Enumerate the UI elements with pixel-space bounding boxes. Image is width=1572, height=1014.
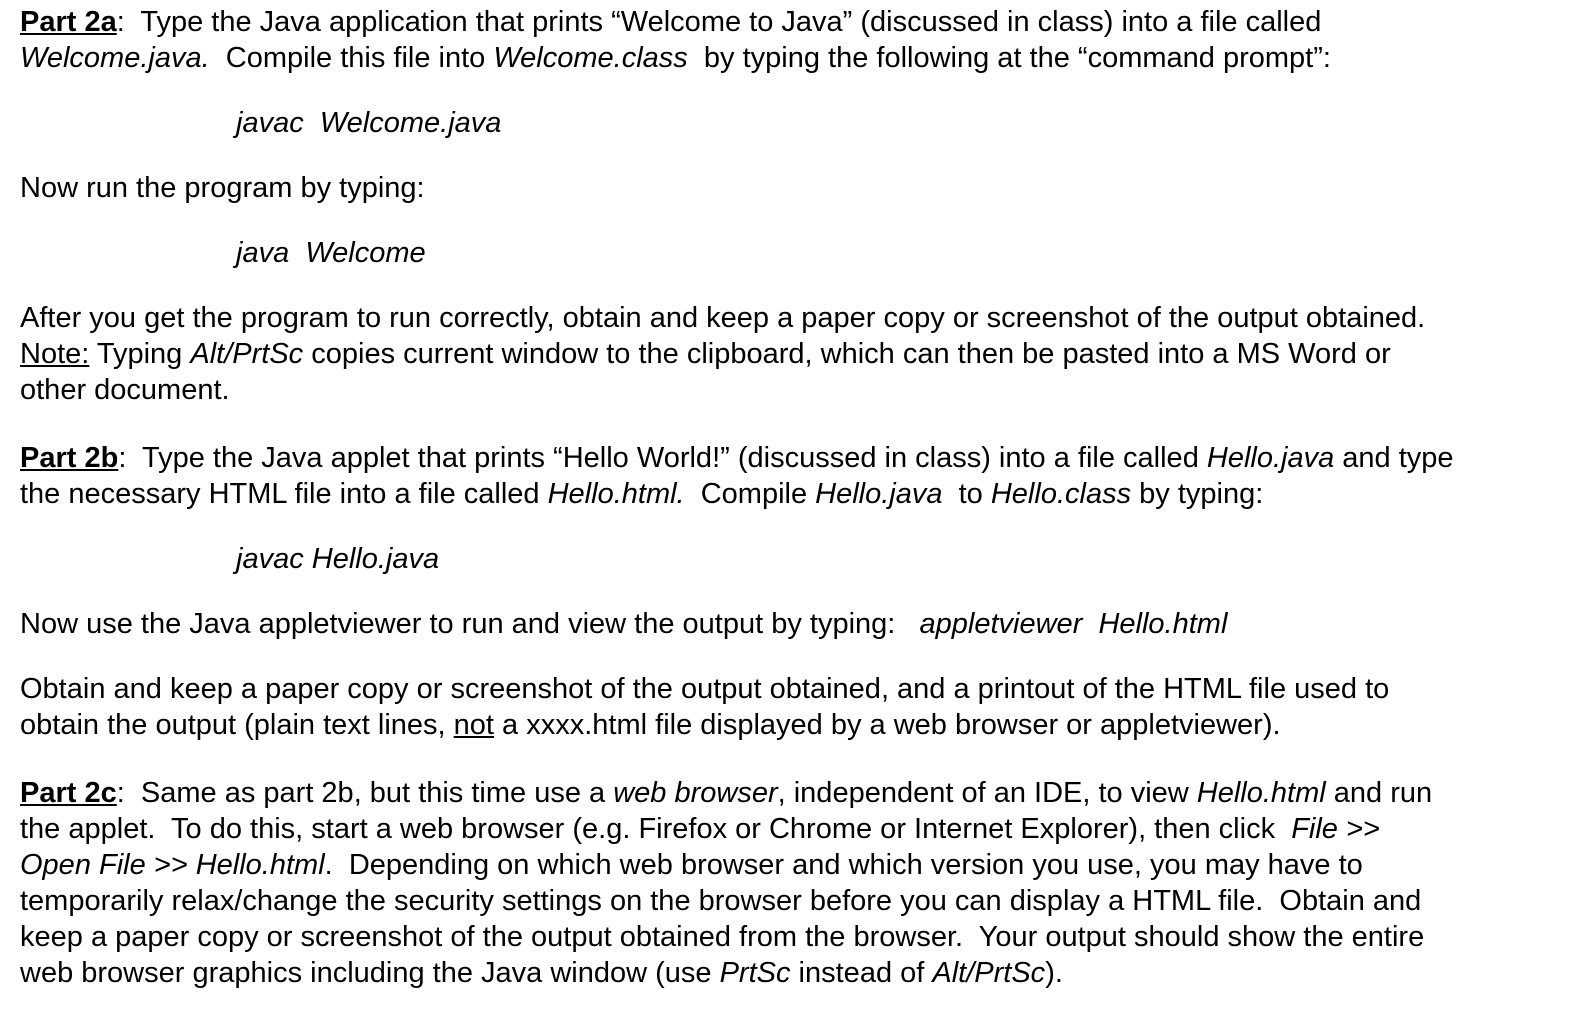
part-2b-line-2: the necessary HTML file into a file called Hello.html. Compile Hello.java to Hello.class by typing:: [20, 478, 1264, 510]
alt-prtsc-key-2: Alt/PrtSc: [932, 957, 1046, 989]
note-label: Note:: [20, 338, 90, 370]
command-appletviewer: appletviewer Hello.html: [919, 608, 1228, 640]
part-2a-label: Part 2a: [20, 6, 117, 38]
command-javac-welcome: javac Welcome.java: [236, 107, 502, 139]
note-line: Note: Typing Alt/PrtSc copies current window to the clipboard, which can then be pasted into a MS Word or: [20, 338, 1391, 370]
hello-html-filename: Hello.html.: [547, 478, 685, 510]
document-page: [20, 4, 1560, 991]
part-2c-section: [20, 775, 1560, 991]
part-2c-line-4: temporarily relax/change the security settings on the browser before you can display a HTML file. Obtain and: [20, 885, 1422, 917]
after-run-instruction: After you get the program to run correctly, obtain and keep a paper copy or screenshot of the output obtained.: [20, 302, 1426, 334]
command-java-welcome: java Welcome: [236, 237, 426, 269]
run-instruction: Now run the program by typing:: [20, 172, 425, 204]
part-2b-line-1: Part 2b: Type the Java applet that prints “Hello World!” (discussed in class) into a file called Hello.java and type: [20, 442, 1454, 474]
hello-java-filename: Hello.java: [1206, 442, 1335, 474]
part-2a-section: [20, 4, 1560, 408]
welcome-java-filename: Welcome.java.: [20, 42, 210, 74]
part-2c-line-5: keep a paper copy or screenshot of the output obtained from the browser. Your output should show the entire: [20, 921, 1425, 953]
part-2a-line-1: Part 2a: Type the Java application that prints “Welcome to Java” (discussed in class) into a file called: [20, 6, 1322, 38]
part-2c-label: Part 2c: [20, 777, 117, 809]
menu-open-file: Open File >> Hello.html: [20, 849, 325, 881]
web-browser-emphasis: web browser: [613, 777, 778, 809]
part-2c-line-6: web browser graphics including the Java window (use PrtSc instead of Alt/PrtSc).: [20, 957, 1063, 989]
not-emphasis: not: [453, 709, 494, 741]
part-2b-label: Part 2b: [20, 442, 119, 474]
note-line-2: other document.: [20, 374, 230, 406]
welcome-class-filename: Welcome.class: [493, 42, 688, 74]
hello-java-filename-2: Hello.java: [815, 478, 943, 510]
menu-file: File >>: [1291, 813, 1380, 845]
hello-class-filename: Hello.class: [990, 478, 1132, 510]
obtain-line-1: Obtain and keep a paper copy or screenshot of the output obtained, and a printout of the HTML file used to: [20, 673, 1390, 705]
hello-html-filename-2: Hello.html: [1196, 777, 1326, 809]
command-javac-hello: javac Hello.java: [236, 543, 440, 575]
part-2c-line-3: Open File >> Hello.html. Depending on which web browser and which version you use, you may have to: [20, 849, 1363, 881]
part-2b-section: [20, 440, 1560, 743]
part-2c-line-1: Part 2c: Same as part 2b, but this time use a web browser, independent of an IDE, to view Hello.html and run: [20, 777, 1433, 809]
part-2a-line-2: Welcome.java. Compile this file into Welcome.class by typing the following at the “command prompt”:: [20, 42, 1331, 74]
prtsc-key: PrtSc: [719, 957, 791, 989]
obtain-line-2: obtain the output (plain text lines, not a xxxx.html file displayed by a web browser or appletviewer).: [20, 709, 1281, 741]
appletviewer-instruction: Now use the Java appletviewer to run and view the output by typing: appletviewer Hello.html: [20, 608, 1228, 640]
alt-prtsc-key: Alt/PrtSc: [190, 338, 304, 370]
part-2c-line-2: the applet. To do this, start a web browser (e.g. Firefox or Chrome or Internet Explorer), then click File >>: [20, 813, 1380, 845]
